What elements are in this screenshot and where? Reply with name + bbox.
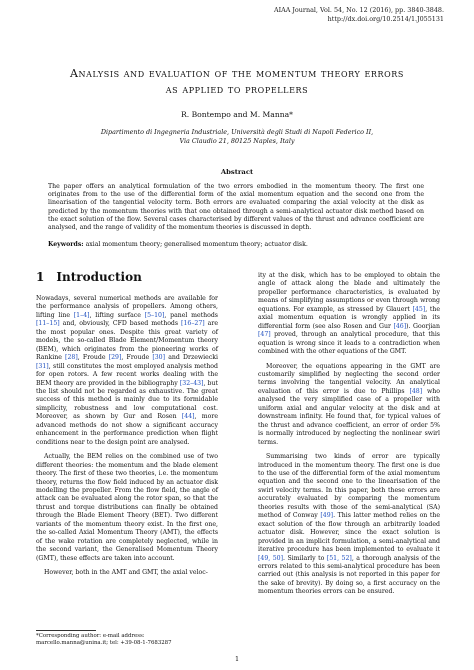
doi-link[interactable]: http://dx.doi.org/10.2514/1.J055131 (327, 14, 444, 23)
footnote: *Corresponding author: e-mail address: marcello.manna@unina.it; tel: +39-08-1-7683287 (36, 633, 172, 646)
citation-link[interactable]: [45] (412, 305, 426, 313)
keywords-label: Keywords: (48, 241, 84, 248)
page-number: 1 (234, 655, 240, 663)
citation-link[interactable]: [31] (36, 362, 49, 370)
section-heading (36, 270, 142, 284)
affiliation-line-2: Via Claudio 21, 80125 Naples, Italy (179, 136, 295, 145)
abstract-heading: Abstract (220, 168, 254, 176)
abstract-text: The paper offers an analytical formulation of the two errors embodied in the momentum theory. The first one originates from to the use of the differential form of the axial momentum equation and the second one from the linearisation of the tangential velocity term. Both errors are evaluated comparing the axial velocity at the disk as predicted by the momentum theories with that one obtained through a semi-analytical actuator disk method based on the exact solution of the flow. Several cases characterised by different values of the thrust and advance coefficient are analysed, and the range of validity of the momentum theories is discussed in depth. (48, 183, 424, 232)
citation-link[interactable]: [30] (152, 354, 166, 362)
citation-link[interactable]: [49] (320, 512, 334, 520)
title-line-1: Analysis and evaluation of the momentum theory errors (69, 67, 405, 80)
paragraph: Summarising two kinds of error are typically introduced in the momentum theory. The first one is due to the use of the differential form of the axial momentum equation and the second one to the linearisation of the swirl velocity terms. In this paper, both these errors are accurately evaluated by comparing the momentum theories results with those of the semi-analytical (SA) method of Conway [49]. This latter method relies on the exact solution of the flow through an arbitrarily loaded actuator disk. However, since the exact solution is provided in an implicit formulation, a semi-analytical and iterative procedure has been implemented to evaluate it [49, 50]. Similarly to [51, 52], a thorough analysis of the errors related to this semi-analytical procedure has been carried out (this analysis is not reported in this paper for the sake of brevity). By doing so, a first accuracy on the momentum theories errors can be ensured. (258, 453, 441, 596)
authors: R. Bontempo and M. Manna* (181, 110, 293, 119)
citation-link[interactable]: [48] (409, 387, 423, 395)
citation-link[interactable]: [5–10] (144, 311, 165, 319)
citation-link[interactable]: [32–43] (179, 379, 204, 387)
citation-link[interactable]: [11–15] (36, 320, 60, 328)
citation-link[interactable]: [44] (181, 413, 195, 421)
keywords-list: axial momentum theory; generalised momentum theory; actuator disk. (85, 241, 308, 248)
paragraph: However, both in the AMT and GMT, the axial veloc- (44, 569, 208, 577)
paragraph: Nowadays, several numerical methods are available for the performance analysis of propellers. Among others, lifting line [1–4], lifting surface [5–10], panel methods [11–15] and, obviously, CFD based methods [16–27] are the most popular ones. Despite this great variety of models, the so-called Blade Element/Momentum theory (BEM), which originates from the pioneering works of Rankine [28], Froude [29], Froude [30] and Drzewiecki [31], still constitutes the most employed analysis method for open rotors. A few recent works dealing with the BEM theory are provided in the bibliography [32–43], but the list should not be regarded as exhaustive. The great success of this method is mainly due to its formidable simplicity, robustness and low computational cost. Moreover, as shown by Gur and Rosen [44], more advanced methods do not show a significant accuracy enhancement in the performance prediction when flight conditions near to the design point are analysed. (36, 295, 219, 446)
citation-link[interactable]: [16–27] (181, 320, 205, 328)
citation-link[interactable]: [47] (258, 331, 271, 339)
citation-link[interactable]: [46] (393, 322, 407, 330)
keywords (48, 241, 424, 249)
paragraph: ity at the disk, which has to be employed to obtain the angle of attack along the blade and ultimately the propeller performance characteristics, is evaluated by means of simplifying assumptions or even through wrong equations. For example, as stressed by Glauert [45], the axial momentum equation is wrongly applied in its differential form (see also Rosen and Gur [46]). Goorjian [47] proved, through an analytical procedure, that this equation is wrong since it leads to a contradiction when combined with the other equations of the GMT. (258, 272, 440, 356)
citation-link[interactable]: [1–4] (73, 311, 90, 319)
citation-link[interactable]: [49, 50] (258, 554, 284, 562)
footnote-rule (36, 630, 96, 631)
citation-link[interactable]: [28] (65, 354, 78, 362)
journal-citation: AIAA Journal, Vol. 54, No. 12 (2016), pp. 3840-3848. (273, 6, 444, 14)
right-column (258, 272, 440, 597)
section-title: Introduction (56, 270, 142, 284)
affiliation-line-1: Dipartimento di Ingegneria Industriale, Università degli Studi di Napoli Federico II, (100, 128, 374, 136)
paragraph: Actually, the BEM relies on the combined use of two different theories: the momentum and the blade element theory. The first of these two theories, i.e. the momentum theory, returns the flow field induced by an actuator disk modelling the propeller. From the flow field, the angle of attack can be evaluated along the rotor span, so that the thrust and torque distributions can finally be obtained through the Blade Element Theory (BET). Two different variants of the momentum theory exist. In the first one, the so-called Axial Momentum Theory (AMT), the effects of the wake rotation are completely neglected, while in the second variant, the Generalised Momentum Theory (GMT), these effects are taken into account. (36, 453, 218, 562)
paper-title (26, 66, 448, 97)
section-number: 1 (36, 270, 45, 284)
paragraph: Moreover, the equations appearing in the GMT are customarily simplified by neglecting the second order terms involving the tangential velocity. An analytical evaluation of this error is due to Phillips [48] who analysed the very simplified case of a propeller with uniform axial and angular velocity at the disk and at downstream infinity. He found that, for typical values of the thrust and advance coefficient, an error of order 5% is normally introduced by neglecting the nonlinear swirl terms. (258, 362, 440, 446)
title-line-2: as applied to propellers (165, 82, 309, 96)
left-column (36, 295, 218, 578)
journal-header (274, 6, 444, 23)
citation-link[interactable]: [29] (108, 354, 122, 362)
citation-link[interactable]: [51, 52] (326, 554, 352, 562)
affiliation (26, 128, 448, 146)
